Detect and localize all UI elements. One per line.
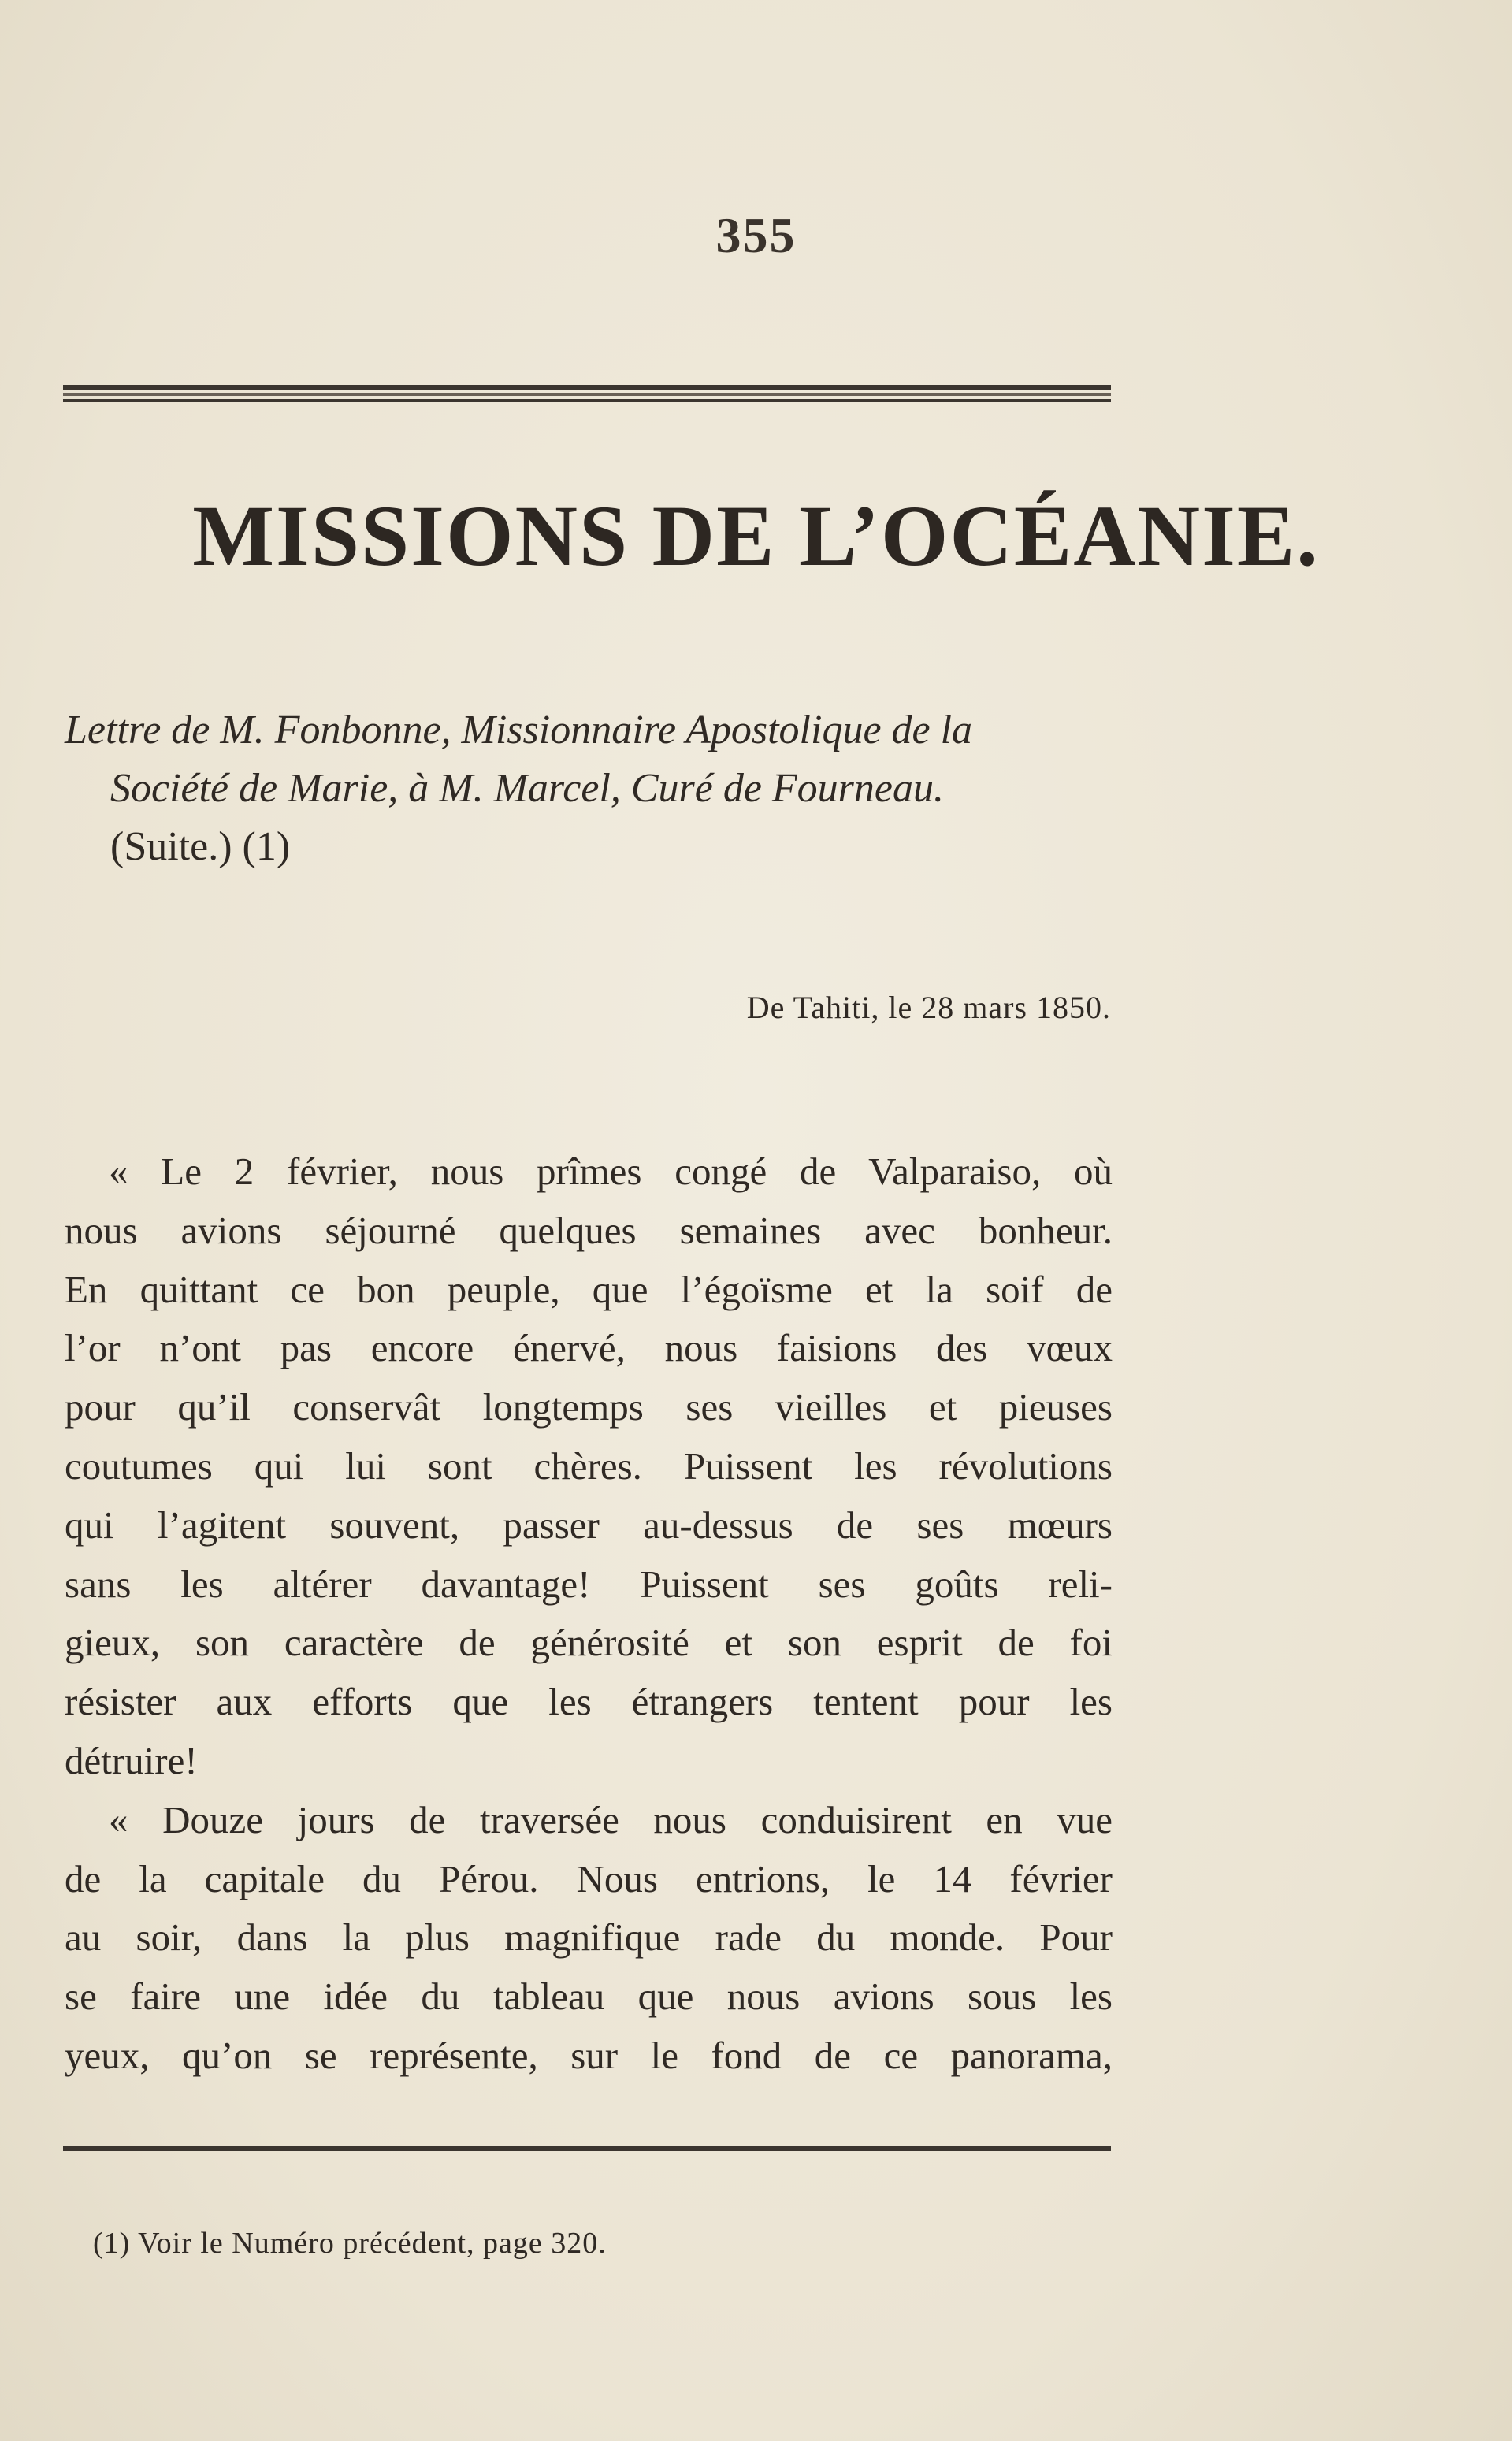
- letter-heading-line-1: Lettre de M. Fonbonne, Missionnaire Apostolique de la: [65, 708, 973, 752]
- body-line: coutumes qui lui sont chères. Puissent les révolutions: [65, 1443, 1113, 1488]
- body-line: pour qu’il conservât longtemps ses vieilles et pieuses: [65, 1385, 1113, 1429]
- body-line: l’or n’ont pas encore énervé, nous faisions des vœux: [65, 1326, 1113, 1370]
- footnote-rule: [63, 2146, 1111, 2151]
- body-text: [65, 1142, 1113, 2086]
- page-number: 355: [715, 207, 797, 263]
- body-line: de la capitale du Pérou. Nous entrions, le 14 février: [65, 1856, 1113, 1900]
- body-line: se faire une idée du tableau que nous avions sous les: [65, 1975, 1113, 2019]
- body-line: qui l’agitent souvent, passer au-dessus de ses mœurs: [65, 1503, 1113, 1547]
- body-line: résister aux efforts que les étrangers tentent pour les: [65, 1680, 1113, 1724]
- body-line: « Le 2 février, nous prîmes congé de Valparaiso, où: [109, 1150, 1113, 1193]
- dateline: De Tahiti, le 28 mars 1850.: [746, 990, 1111, 1025]
- body-line: « Douze jours de traversée nous conduisirent en vue: [109, 1797, 1113, 1841]
- letter-heading-line-3: (Suite.) (1): [110, 824, 291, 869]
- header-rule: [63, 385, 1111, 402]
- body-line: En quittant ce bon peuple, que l’égoïsme et la soif de: [65, 1267, 1113, 1311]
- body-line: au soir, dans la plus magnifique rade du monde. Pour: [65, 1915, 1113, 1960]
- section-title: MISSIONS DE L’OCÉANIE.: [192, 488, 1320, 584]
- body-line: détruire!: [65, 1738, 198, 1782]
- body-line: sans les altérer davantage! Puissent ses goûts reli-: [65, 1562, 1113, 1606]
- body-line: gieux, son caractère de générosité et son esprit de foi: [65, 1621, 1113, 1665]
- body-line: yeux, qu’on se représente, sur le fond de ce panorama,: [65, 2033, 1113, 2077]
- letter-heading-line-2: Société de Marie, à M. Marcel, Curé de Fourneau.: [110, 766, 945, 811]
- letter-heading: [65, 701, 1120, 876]
- footnote: (1) Voir le Numéro précédent, page 320.: [93, 2227, 607, 2260]
- body-line: nous avions séjourné quelques semaines avec bonheur.: [65, 1208, 1113, 1252]
